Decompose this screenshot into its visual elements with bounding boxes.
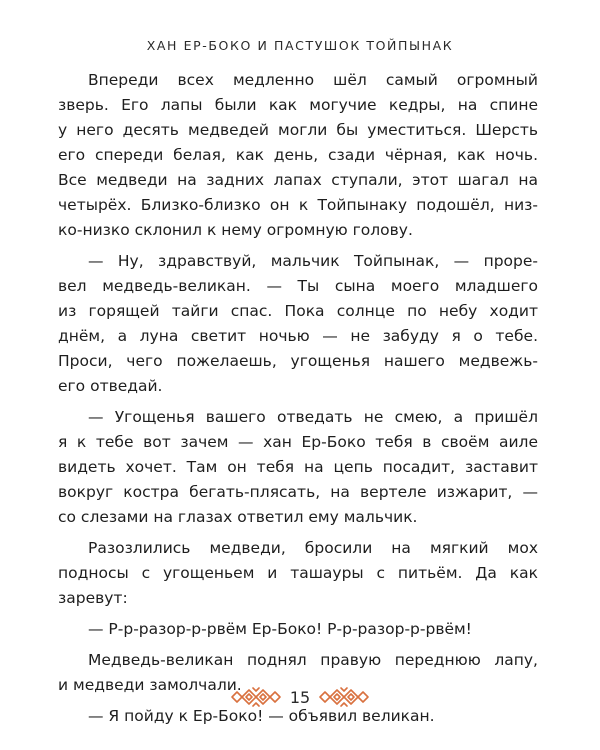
text-line: и медведи замолчали. xyxy=(58,676,242,694)
text-line: его спереди белая, как день, сзади чёрная, как ночь. xyxy=(58,146,538,164)
text-line: Разозлились медведи, бросили на мягкий мох xyxy=(88,539,538,557)
paragraph xyxy=(58,536,538,611)
folk-ornament-icon xyxy=(229,686,283,708)
folk-ornament-icon xyxy=(317,686,371,708)
text-line: Медведь-великан поднял правую переднюю лапу, xyxy=(88,651,538,669)
text-line: вел медведь-великан. — Ты сына моего младшего xyxy=(58,277,538,295)
text-line: я к тебе вот зачем — хан Ер-Боко тебя в своём аиле xyxy=(58,433,538,451)
text-line: ко-низко склонил к нему огромную голову. xyxy=(58,221,413,239)
text-line: Впереди всех медленно шёл самый огромный xyxy=(88,71,538,89)
text-line: заревут: xyxy=(58,589,128,607)
text-line: вокруг костра бегать-плясать, на вертеле изжарит, — xyxy=(58,483,538,501)
text-line: подносы с угощеньем и ташауры с питьём. Да как xyxy=(58,564,538,582)
text-line: днём, а луна светит ночью — не забуду я о тебе. xyxy=(58,327,538,345)
running-title: ХАН ЕР-БОКО И ПАСТУШОК ТОЙПЫНАК xyxy=(146,38,454,53)
paragraph xyxy=(58,68,538,243)
paragraph xyxy=(58,405,538,530)
page-footer xyxy=(0,682,600,712)
text-line: Все медведи на задних лапах ступали, этот шагал на xyxy=(58,171,538,189)
text-line: — Р-р-разор-р-рвём Ер-Боко! Р-р-разор-р-рвём! xyxy=(88,620,472,638)
text-line: зверь. Его лапы были как могучие кедры, на спине xyxy=(58,96,538,114)
text-line: у него десять медведей могли бы уместиться. Шерсть xyxy=(58,121,538,139)
text-line: — Ну, здравствуй, мальчик Тойпынак, — проре- xyxy=(88,252,538,270)
text-line: его отведай. xyxy=(58,377,163,395)
text-line: из горящей тайги спас. Пока солнце по небу ходит xyxy=(58,302,538,320)
text-line: видеть хочет. Там он тебя на цепь посадит, заставит xyxy=(58,458,538,476)
text-line: четырёх. Близко-близко он к Тойпынаку подошёл, низ- xyxy=(58,196,538,214)
paragraph xyxy=(58,617,538,642)
text-line: — Угощенья вашего отведать не смею, а пришёл xyxy=(88,408,538,426)
text-line: со слезами на глазах ответил ему мальчик. xyxy=(58,508,418,526)
page-body xyxy=(58,68,538,735)
text-line: Проси, чего пожелаешь, угощенья нашего медвежь- xyxy=(58,352,538,370)
text-line: — Я пойду к Ер-Боко! — объявил великан. xyxy=(88,707,435,725)
paragraph xyxy=(58,249,538,399)
page-number: 15 xyxy=(289,687,311,707)
